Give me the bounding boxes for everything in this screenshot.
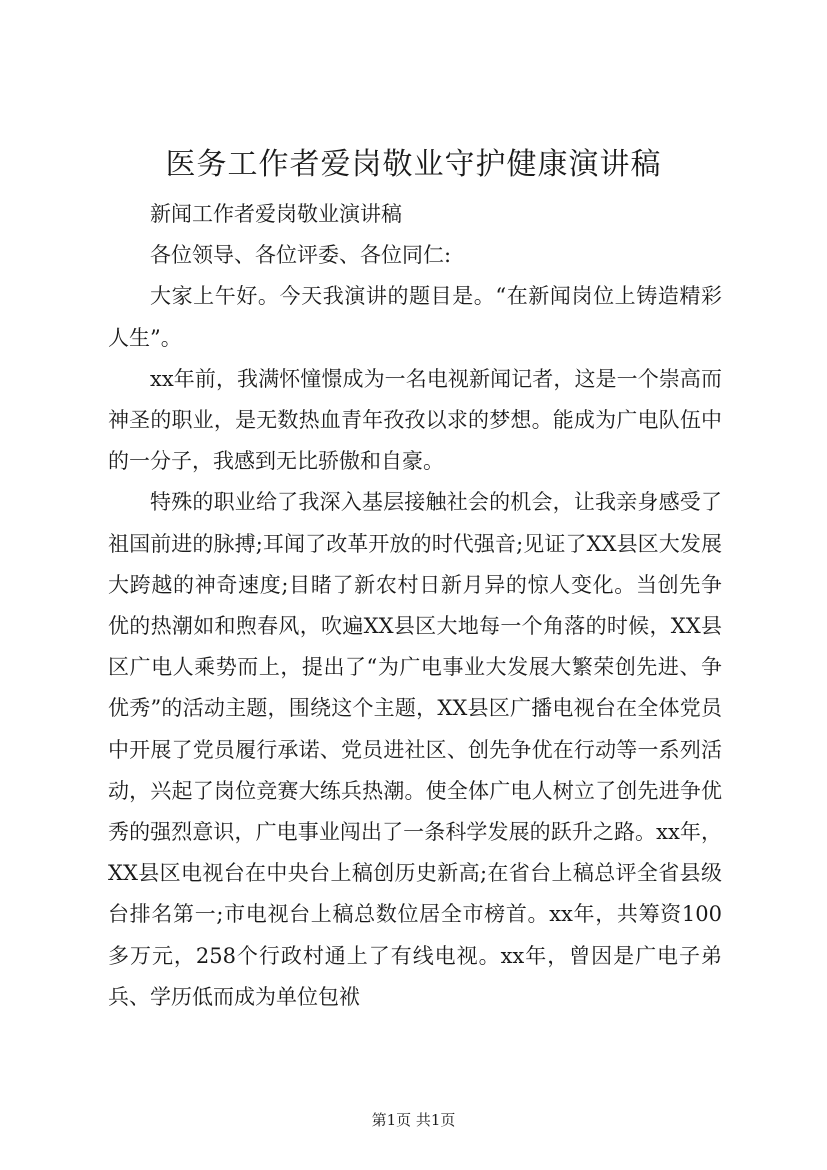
body-paragraph: 特殊的职业给了我深入基层接触社会的机会，让我亲身感受了祖国前进的脉搏;耳闻了改革开放的时代强音;见证了XX县区大发展大跨越的神奇速度;目睹了新农村日新月异的惊人变化。当创先争优的热潮如和煦春风，吹遍XX县区大地每一个角落的时候，XX县区广电人乘势而上，提出了“为广电事业大发展大繁荣创先进、争优秀”的活动主题，围绕这个主题，XX县区广播电视台在全体党员中开展了党员履行承诺、党员进社区、创先争优在行动等一系列活动，兴起了岗位竞赛大练兵热潮。使全体广电人树立了创先进争优秀的强烈意识，广电事业闯出了一条科学发展的跃升之路。xx年，XX县区电视台在中央台上稿创历史新高;在省台上稿总评全省县级台排名第一;市电视台上稿总数位居全市榜首。xx年，共筹资100多万元，258个行政村通上了有线电视。xx年，曾因是广电子弟兵、学历低而成为单位包袱 [108,490,722,1009]
salutation: 各位领导、各位评委、各位同仁: [150,243,452,268]
document-body [108,194,722,1018]
document-title: 医务工作者爱岗敬业守护健康演讲稿 [165,147,662,182]
body-paragraph: xx年前，我满怀憧憬成为一名电视新闻记者，这是一个崇高而神圣的职业，是无数热血青年孜孜以求的梦想。能成为广电队伍中的一分子，我感到无比骄傲和自豪。 [108,366,722,474]
body-paragraph: 大家上午好。今天我演讲的题目是。“在新闻岗位上铸造精彩人生”。 [108,284,722,350]
page-number-footer: 第1页 共1页 [371,1111,456,1129]
speech-subtitle: 新闻工作者爱岗敬业演讲稿 [150,202,402,226]
